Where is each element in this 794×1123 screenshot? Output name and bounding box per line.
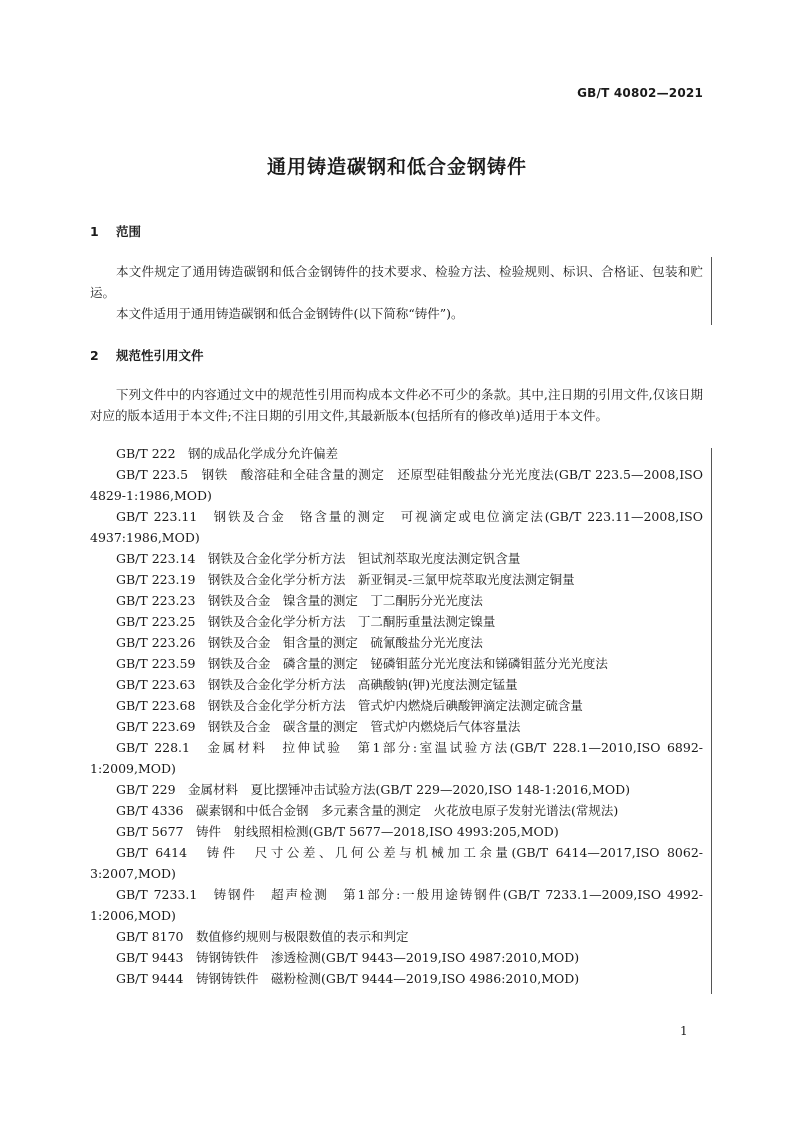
reference-item: GB/T 223.11 钢铁及合金 铬含量的测定 可视滴定或电位滴定法(GB/T 223.11—2008,ISO 4937:1986,MOD) (90, 509, 703, 545)
reference-item: GB/T 9444 铸钢铸铁件 磁粉检测(GB/T 9444—2019,ISO 4986:2010,MOD) (116, 971, 580, 986)
section-2-number: 2 (90, 348, 99, 363)
page-number: 1 (680, 1024, 688, 1038)
reference-item: GB/T 223.69 钢铁及合金 碳含量的测定 管式炉内燃烧后气体容量法 (116, 719, 521, 734)
reference-item: GB/T 223.68 钢铁及合金化学分析方法 管式炉内燃烧后碘酸钾滴定法测定硫含量 (116, 698, 583, 713)
reference-item: GB/T 223.59 钢铁及合金 磷含量的测定 铋磷钼蓝分光光度法和锑磷钼蓝分光光度法 (116, 656, 608, 671)
reference-item: GB/T 223.14 钢铁及合金化学分析方法 钽试剂萃取光度法测定钒含量 (116, 551, 521, 566)
section-1-heading (90, 222, 141, 240)
reference-item: GB/T 8170 数值修约规则与极限数值的表示和判定 (116, 929, 409, 944)
reference-item: GB/T 223.23 钢铁及合金 镍含量的测定 丁二酮肟分光光度法 (116, 593, 483, 608)
change-bar (711, 257, 712, 325)
reference-item: GB/T 223.5 钢铁 酸溶硅和全硅含量的测定 还原型硅钼酸盐分光光度法(GB/T 223.5—2008,ISO 4829-1:1986,MOD) (90, 467, 703, 503)
reference-list (90, 443, 703, 989)
reference-item: GB/T 229 金属材料 夏比摆锤冲击试验方法(GB/T 229—2020,ISO 148-1:2016,MOD) (116, 782, 630, 797)
reference-item: GB/T 4336 碳素钢和中低合金钢 多元素含量的测定 火花放电原子发射光谱法(常规法) (116, 803, 619, 818)
reference-item: GB/T 223.25 钢铁及合金化学分析方法 丁二酮肟重量法测定镍量 (116, 614, 496, 629)
reference-item: GB/T 7233.1 铸钢件 超声检测 第1部分:一般用途铸钢件(GB/T 7233.1—2009,ISO 4992-1:2006,MOD) (90, 887, 703, 923)
reference-item: GB/T 228.1 金属材料 拉伸试验 第1部分:室温试验方法(GB/T 228.1—2010,ISO 6892-1:2009,MOD) (90, 740, 703, 776)
reference-item: GB/T 223.26 钢铁及合金 钼含量的测定 硫氰酸盐分光光度法 (116, 635, 483, 650)
reference-item: GB/T 6414 铸件 尺寸公差、几何公差与机械加工余量(GB/T 6414—2017,ISO 8062-3:2007,MOD) (90, 845, 703, 881)
reference-item: GB/T 223.19 钢铁及合金化学分析方法 新亚铜灵-三氯甲烷萃取光度法测定铜量 (116, 572, 575, 587)
section-1-number: 1 (90, 224, 99, 239)
reference-item: GB/T 223.63 钢铁及合金化学分析方法 高碘酸钠(钾)光度法测定锰量 (116, 677, 518, 692)
references-intro: 下列文件中的内容通过文中的规范性引用而构成本文件必不可少的条款。其中,注日期的引用文件,仅该日期对应的版本适用于本文件;不注日期的引用文件,其最新版本(包括所有的修改单)适用于本文件。 (90, 387, 703, 423)
reference-item: GB/T 9443 铸钢铸铁件 渗透检测(GB/T 9443—2019,ISO 4987:2010,MOD) (116, 950, 580, 965)
section-2-title: 规范性引用文件 (116, 348, 204, 363)
section-1-title: 范围 (116, 224, 142, 239)
reference-item: GB/T 222 钢的成品化学成分允许偏差 (116, 446, 339, 461)
scope-paragraph-2: 本文件适用于通用铸造碳钢和低合金钢铸件(以下简称“铸件”)。 (116, 306, 464, 321)
scope-paragraph-1: 本文件规定了通用铸造碳钢和低合金钢铸件的技术要求、检验方法、检验规则、标识、合格证、包装和贮运。 (90, 264, 703, 300)
section-2-heading (90, 346, 204, 364)
change-bar (711, 448, 712, 994)
reference-item: GB/T 5677 铸件 射线照相检测(GB/T 5677—2018,ISO 4993:205,MOD) (116, 824, 559, 839)
document-title: 通用铸造碳钢和低合金钢铸件 (266, 156, 527, 178)
standard-number: GB/T 40802—2021 (577, 86, 703, 100)
